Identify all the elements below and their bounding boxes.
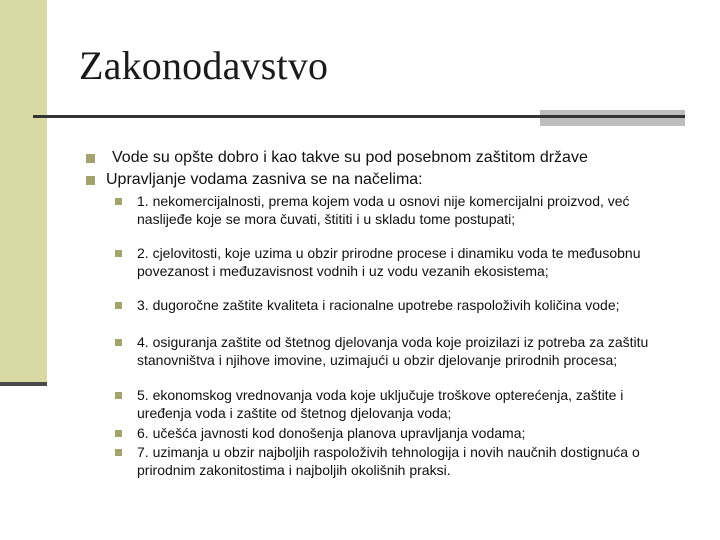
square-bullet-icon <box>115 430 122 437</box>
bullet-item <box>86 148 686 168</box>
principle-text: 4. osiguranja zaštite od štetnog djelovanja voda koje proizilazi iz potreba za zaštitu stanovništva i njihove imovine, uzimajući u obzir djelovanje prirodnih procesa; <box>137 334 649 368</box>
principle-text: 3. dugoročne zaštite kvaliteta i racionalne upotrebe raspoloživih količina vode; <box>137 297 620 313</box>
title-rule-accent <box>540 110 685 126</box>
sidebar-divider <box>0 382 47 386</box>
square-bullet-icon <box>115 339 122 346</box>
principle-text: 1. nekomercijalnosti, prema kojem voda u osnovi nije komercijalni proizvod, već naslijeđe koje se mora čuvati, štititi i u skladu tome postupati; <box>137 193 630 227</box>
square-bullet-icon <box>86 154 95 163</box>
title-divider <box>33 115 685 118</box>
square-bullet-icon <box>115 392 122 399</box>
slide-title: Zakonodavstvo <box>79 43 329 88</box>
square-bullet-icon <box>115 449 122 456</box>
principle-text: 2. cjelovitosti, koje uzima u obzir prirodne procese i dinamiku voda te međusobnu povezanost i međuzavisnost vodnih i uz vodu vezanih ekosistema; <box>137 245 641 279</box>
square-bullet-icon <box>115 198 122 205</box>
square-bullet-icon <box>86 176 95 185</box>
bullet-text: Vode su opšte dobro i kao takve su pod posebnom zaštitom države <box>112 149 588 166</box>
bullet-item <box>86 170 686 190</box>
square-bullet-icon <box>115 302 122 309</box>
sidebar-band <box>0 0 47 382</box>
bullet-text: Upravljanje vodama zasniva se na načelima: <box>106 171 423 188</box>
principle-text: 5. ekonomskog vrednovanja voda koje uključuje troškove opterećenja, zaštite i uređenja voda i zaštite od štetnog djelovanja voda; <box>137 387 624 421</box>
square-bullet-icon <box>115 250 122 257</box>
principle-text: 7. uzimanja u obzir najboljih raspoloživih tehnologija i novih naučnih dostignuća o prirodnim zakonitostima i najboljih okolišnih praksi. <box>137 444 640 478</box>
principle-text: 6. učešća javnosti kod donošenja planova upravljanja vodama; <box>137 425 526 441</box>
